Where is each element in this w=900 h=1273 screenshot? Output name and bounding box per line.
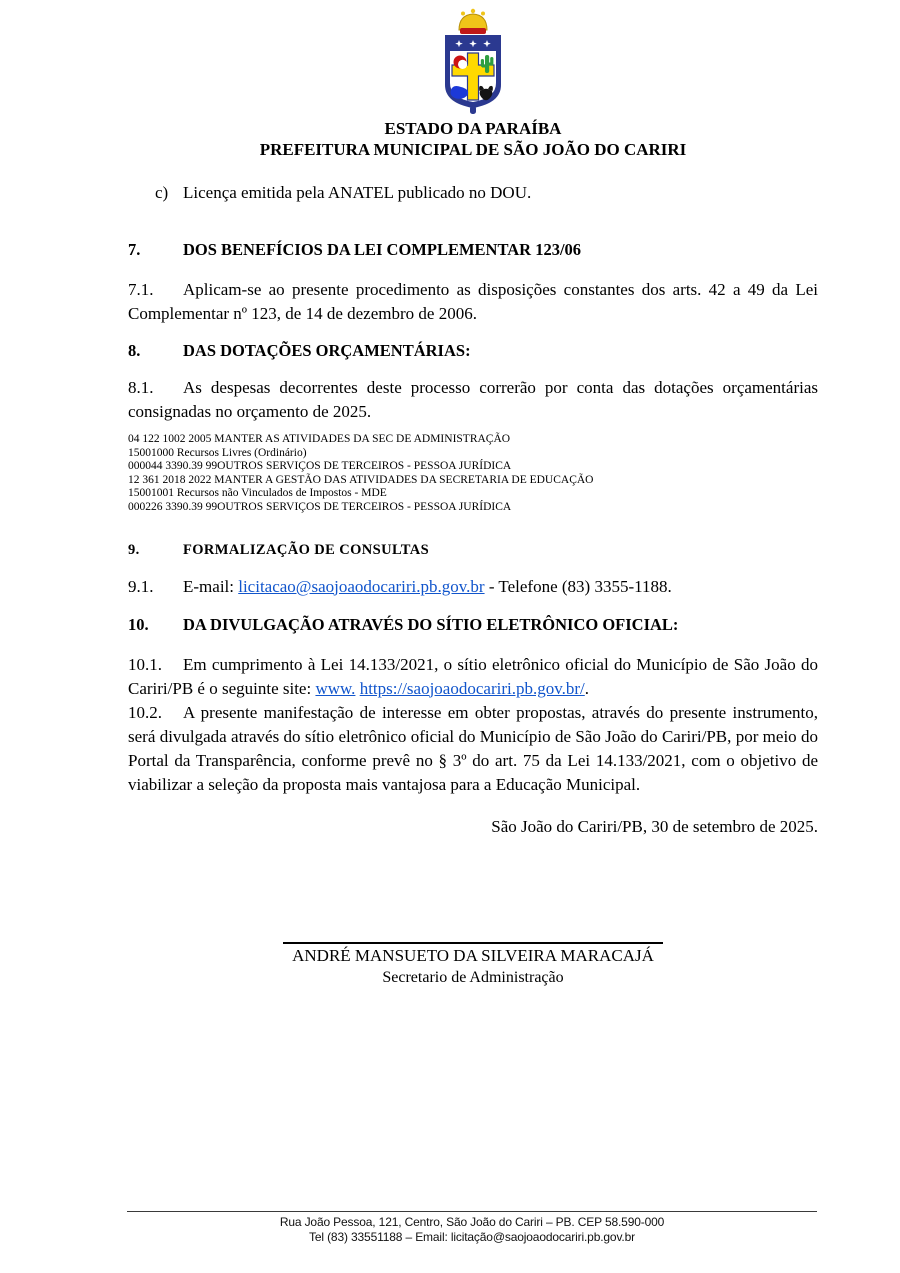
- paragraph-8-1-number: 8.1.: [128, 378, 154, 397]
- paragraph-7-1-text: Aplicam-se ao presente procedimento as disposições constantes dos arts. 42 a 49 da Lei Complementar nº 123, de 14 de dezembro de 2006.: [128, 280, 818, 323]
- municipal-site-link[interactable]: https://saojoaodocariri.pb.gov.br/: [359, 678, 585, 698]
- budget-line: 15001001 Recursos não Vinculados de Impostos - MDE: [128, 487, 387, 500]
- section-10-number: 10.: [128, 614, 149, 634]
- section-8-number: 8.: [128, 341, 141, 360]
- paragraph-9-1-number: 9.1.: [128, 576, 154, 596]
- section-10-heading: [128, 614, 818, 636]
- paragraph-9-1-suffix: - Telefone (83) 3355-1188.: [484, 576, 672, 596]
- letterhead-municipality: PREFEITURA MUNICIPAL DE SÃO JOÃO DO CARIRI: [259, 140, 687, 159]
- budget-line: 000226 3390.39 99OUTROS SERVIÇOS DE TERCEIROS - PESSOA JURÍDICA: [128, 500, 512, 513]
- email-link[interactable]: licitacao@saojoaodocariri.pb.gov.br: [238, 576, 485, 596]
- list-item-c-marker: c): [155, 183, 169, 202]
- document-content: [128, 0, 818, 989]
- paragraph-10-2-text: A presente manifestação de interesse em obter propostas, através do presente instrumento, será divulgada através do sítio eletrônico oficial do Município de São João do Cariri/PB, por meio do Portal da Transparência, conforme prevê no § 3º do art. 75 da Lei 14.133/2021, com o objetivo de viabilizar a seleção da proposta mais vantajosa para a Educação Municipal.: [128, 702, 818, 794]
- www-link[interactable]: www.: [315, 678, 356, 698]
- budget-allocation-block: [128, 433, 818, 515]
- section-7-heading: [128, 239, 818, 261]
- budget-line: 15001000 Recursos Livres (Ordinário): [128, 446, 307, 459]
- paragraph-7-1-number: 7.1.: [128, 280, 154, 299]
- section-9-number: 9.: [128, 541, 140, 558]
- letterhead-state: ESTADO DA PARAÍBA: [384, 119, 562, 138]
- signatory-role: Secretario de Administração: [382, 968, 564, 986]
- list-item-c: [155, 181, 818, 205]
- shield-icon: [445, 35, 501, 114]
- paragraph-10-2: [128, 701, 818, 797]
- paragraph-7-1: [128, 278, 818, 326]
- paragraph-9-1: [128, 575, 818, 599]
- section-8-title: DAS DOTAÇÕES ORÇAMENTÁRIAS:: [183, 341, 471, 360]
- paragraph-10-1-number: 10.1.: [128, 654, 162, 674]
- section-7-number: 7.: [128, 240, 141, 259]
- paragraph-10-1-prefix: Em cumprimento à Lei 14.133/2021, o sítio eletrônico oficial do Município de São João do Cariri/PB é o seguinte site:: [128, 654, 818, 698]
- section-8-heading: [128, 340, 818, 362]
- footer-divider: [127, 1211, 817, 1212]
- section-7-title: DOS BENEFÍCIOS DA LEI COMPLEMENTAR 123/06: [183, 240, 582, 259]
- page-footer: [127, 1211, 817, 1245]
- dateline: São João do Cariri/PB, 30 de setembro de 2025.: [491, 816, 818, 836]
- signatory-name: ANDRÉ MANSUETO DA SILVEIRA MARACAJÁ: [292, 945, 654, 965]
- municipal-coat-of-arms: [437, 6, 509, 116]
- footer-contact: Tel (83) 33551188 – Email: licitação@saojoaodocariri.pb.gov.br: [309, 1230, 635, 1244]
- signature-line: [283, 942, 663, 944]
- paragraph-8-1-text: As despesas decorrentes deste processo correrão por conta das dotações orçamentárias consignadas no orçamento de 2025.: [128, 378, 818, 421]
- section-9-title: FORMALIZAÇÃO DE CONSULTAS: [183, 541, 430, 558]
- list-item-c-text: Licença emitida pela ANATEL publicado no DOU.: [183, 183, 532, 202]
- signature-block: [128, 942, 818, 989]
- paragraph-10-1-suffix: .: [584, 678, 589, 698]
- budget-line: 12 361 2018 2022 MANTER A GESTÃO DAS ATIVIDADES DA SECRETARIA DE EDUCAÇÃO: [128, 473, 594, 486]
- section-9-heading: [128, 539, 818, 561]
- paragraph-10-1: [128, 653, 818, 701]
- paragraph-8-1: [128, 376, 818, 424]
- section-10-title: DA DIVULGAÇÃO ATRAVÉS DO SÍTIO ELETRÔNICO OFICIAL:: [183, 614, 679, 634]
- footer-address: Rua João Pessoa, 121, Centro, São João do Cariri – PB. CEP 58.590-000: [279, 1215, 665, 1229]
- paragraph-10-2-number: 10.2.: [128, 702, 162, 722]
- budget-line: 000044 3390.39 99OUTROS SERVIÇOS DE TERCEIROS - PESSOA JURÍDICA: [128, 460, 512, 473]
- paragraph-9-1-prefix: E-mail:: [183, 576, 239, 596]
- budget-line: 04 122 1002 2005 MANTER AS ATIVIDADES DA SEC DE ADMINISTRAÇÃO: [128, 433, 511, 445]
- crown-icon: [459, 9, 487, 34]
